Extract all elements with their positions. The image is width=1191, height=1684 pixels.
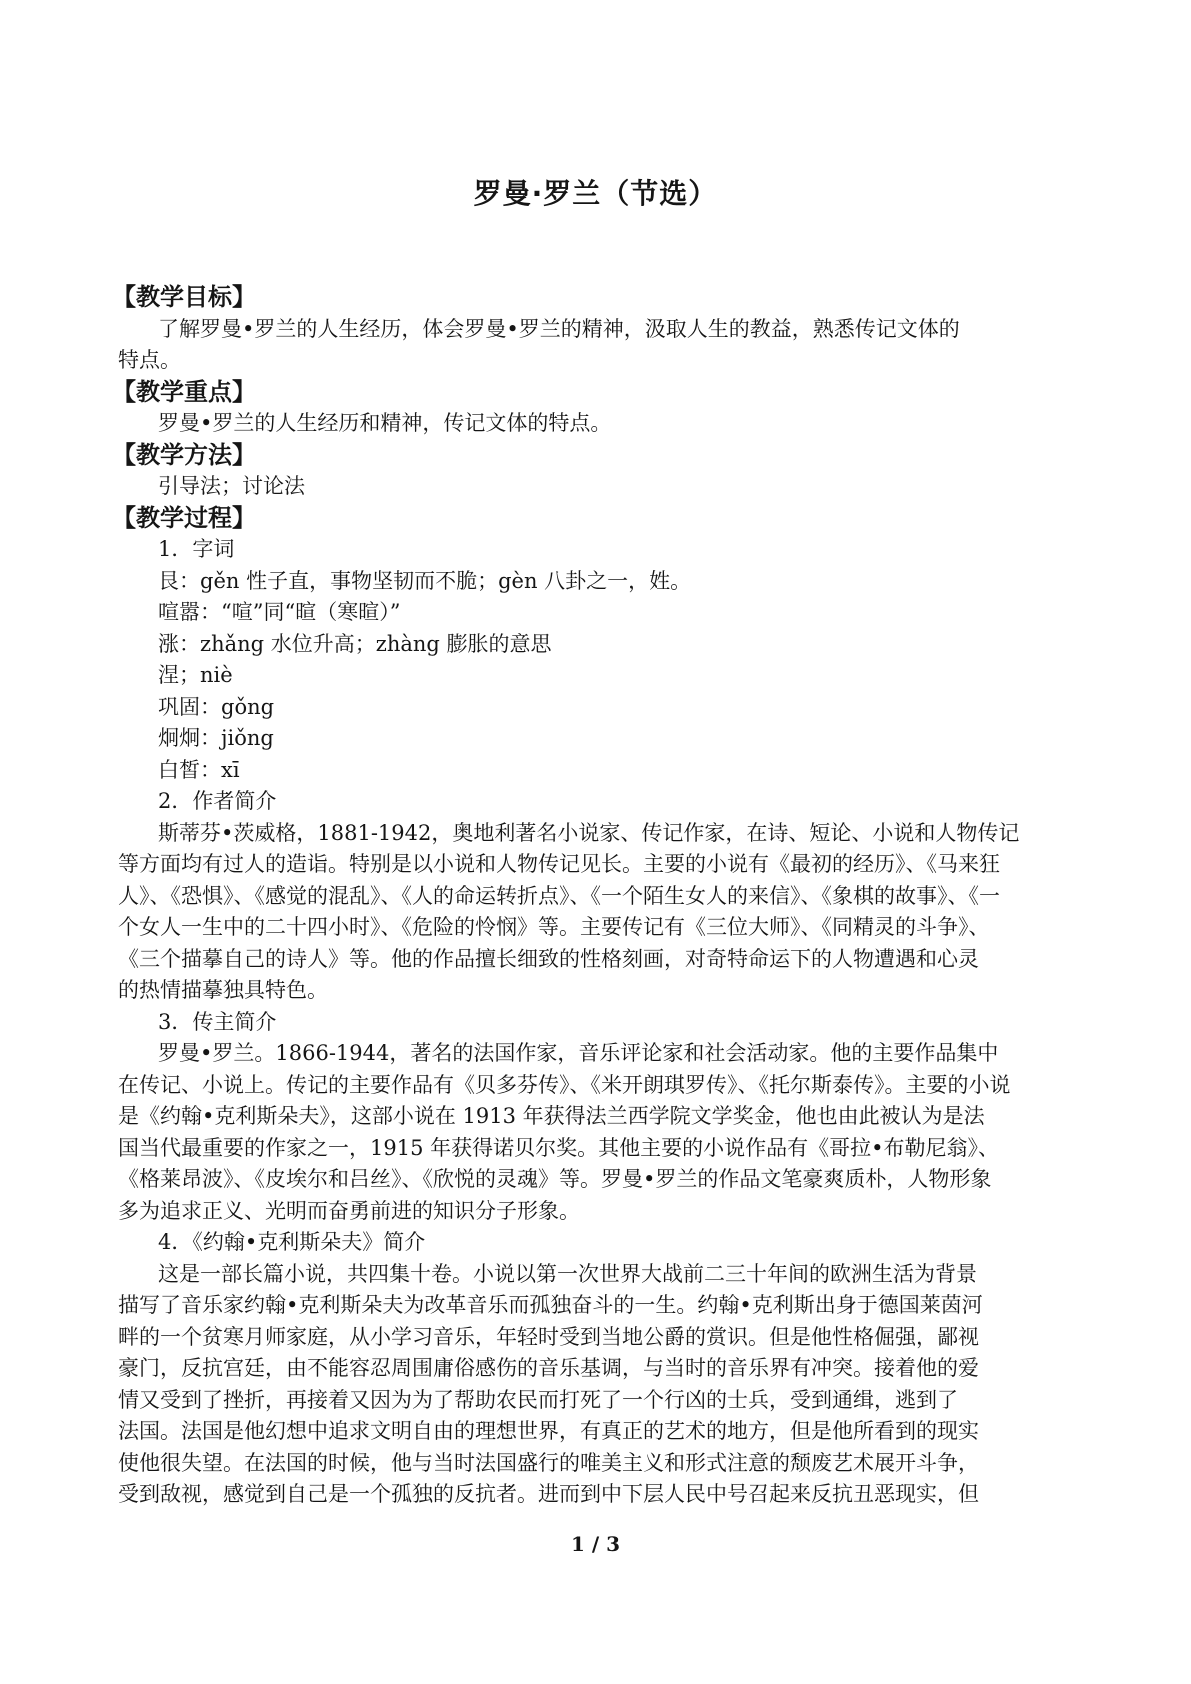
- paragraph-line: 使他很失望。在法国的时候，他与当时法国盛行的唯美主义和形式注意的颓废艺术展开斗争，: [118, 1450, 979, 1475]
- section-heading-process: 【教学过程】: [112, 503, 256, 532]
- vocab-line: 艮：gěn 性子直，事物坚韧而不脆；gèn 八卦之一，姓。: [158, 568, 692, 593]
- paragraph-line: 描写了音乐家约翰•克利斯朵夫为改革音乐而孤独奋斗的一生。约翰•克利斯出身于德国莱茵河: [118, 1293, 983, 1317]
- document-title: 罗曼·罗兰（节选）: [473, 177, 718, 210]
- paragraph-line: 情又受到了挫折，再接着又因为为了帮助农民而打死了一个行凶的士兵，受到通缉，逃到了: [118, 1387, 958, 1412]
- paragraph-line: 特点。: [118, 348, 181, 372]
- paragraph-line: 受到敌视，感觉到自己是一个孤独的反抗者。进而到中下层人民中号召起来反抗丑恶现实，但: [118, 1482, 979, 1506]
- subsection-title: 2．作者简介: [158, 789, 277, 813]
- section-heading-objectives: 【教学目标】: [112, 283, 256, 311]
- paragraph-line: 多为追求正义、光明而奋勇前进的知识分子形象。: [118, 1198, 580, 1223]
- vocab-line: 涅；niè: [158, 663, 233, 687]
- paragraph-line: 个女人一生中的二十四小时》、《危险的怜悯》等。主要传记有《三位大师》、《同精灵的斗争》、: [118, 915, 990, 939]
- vocab-line: 喧嚣：“喧”同“暄（寒暄）”: [158, 600, 401, 624]
- paragraph-line: 了解罗曼•罗兰的人生经历，体会罗曼•罗兰的精神，汲取人生的教益，熟悉传记文体的: [158, 316, 960, 341]
- paragraph-line: 法国。法国是他幻想中追求文明自由的理想世界，有真正的艺术的地方，但是他所看到的现实: [118, 1419, 979, 1443]
- paragraph-line: 国当代最重要的作家之一，1915 年获得诺贝尔奖。其他主要的小说作品有《哥拉•布勒尼翁》、: [118, 1135, 1000, 1160]
- paragraph-line: 的热情描摹独具特色。: [118, 978, 328, 1002]
- page-number: 1 / 3: [570, 1532, 621, 1556]
- paragraph-line: 斯蒂芬•茨威格，1881-1942，奥地利著名小说家、传记作家，在诗、短论、小说和人物传记: [158, 820, 1020, 845]
- paragraph-line: 引导法；讨论法: [158, 474, 305, 498]
- paragraph-line: 畔的一个贫寒月师家庭，从小学习音乐，年轻时受到当地公爵的赏识。但是他性格倔强，鄙视: [118, 1324, 979, 1349]
- section-heading-key-points: 【教学重点】: [112, 377, 256, 406]
- section-heading-methods: 【教学方法】: [112, 440, 256, 469]
- paragraph-line: 《三个描摹自己的诗人》等。他的作品擅长细致的性格刻画，对奇特命运下的人物遭遇和心灵: [118, 946, 979, 971]
- paragraph-line: 《格莱昂波》、《皮埃尔和吕丝》、《欣悦的灵魂》等。罗曼•罗兰的作品文笔豪爽质朴，人物形象: [118, 1167, 992, 1191]
- paragraph-line: 罗曼•罗兰。1866-1944，著名的法国作家，音乐评论家和社会活动家。他的主要作品集中: [158, 1041, 999, 1065]
- vocab-line: 巩固：gǒng: [158, 694, 275, 719]
- document-body: [112, 282, 1088, 1511]
- paragraph-line: 豪门，反抗宫廷，由不能容忍周围庸俗感伤的音乐基调，与当时的音乐界有冲突。接着他的爱: [118, 1356, 979, 1380]
- vocab-line: 炯炯：jiǒng: [158, 726, 274, 750]
- paragraph-line: 是《约翰•克利斯朵夫》，这部小说在 1913 年获得法兰西学院文学奖金，他也由此被认为是法: [118, 1104, 985, 1128]
- subsection-title: 1．字词: [158, 537, 235, 561]
- paragraph-line: 等方面均有过人的造诣。特别是以小说和人物传记见长。主要的小说有《最初的经历》、《马来狂: [118, 852, 1000, 876]
- paragraph-line: 罗曼•罗兰的人生经历和精神，传记文体的特点。: [158, 411, 612, 435]
- vocab-line: 白皙：xī: [158, 757, 240, 782]
- paragraph-line: 在传记、小说上。传记的主要作品有《贝多芬传》、《米开朗琪罗传》、《托尔斯泰传》。主要的小说: [118, 1072, 1011, 1097]
- subsection-title: 3．传主简介: [158, 1009, 277, 1034]
- paragraph-line: 这是一部长篇小说，共四集十卷。小说以第一次世界大战前二三十年间的欧洲生活为背景: [158, 1261, 977, 1286]
- vocab-line: 涨：zhǎng 水位升高；zhàng 膨胀的意思: [158, 631, 552, 656]
- paragraph-line: 人》、《恐惧》、《感觉的混乱》、《人的命运转折点》、《一个陌生女人的来信》、《象棋的故事》、《一: [118, 883, 1000, 908]
- subsection-title: 4．《约翰•克利斯朵夫》简介: [158, 1230, 426, 1254]
